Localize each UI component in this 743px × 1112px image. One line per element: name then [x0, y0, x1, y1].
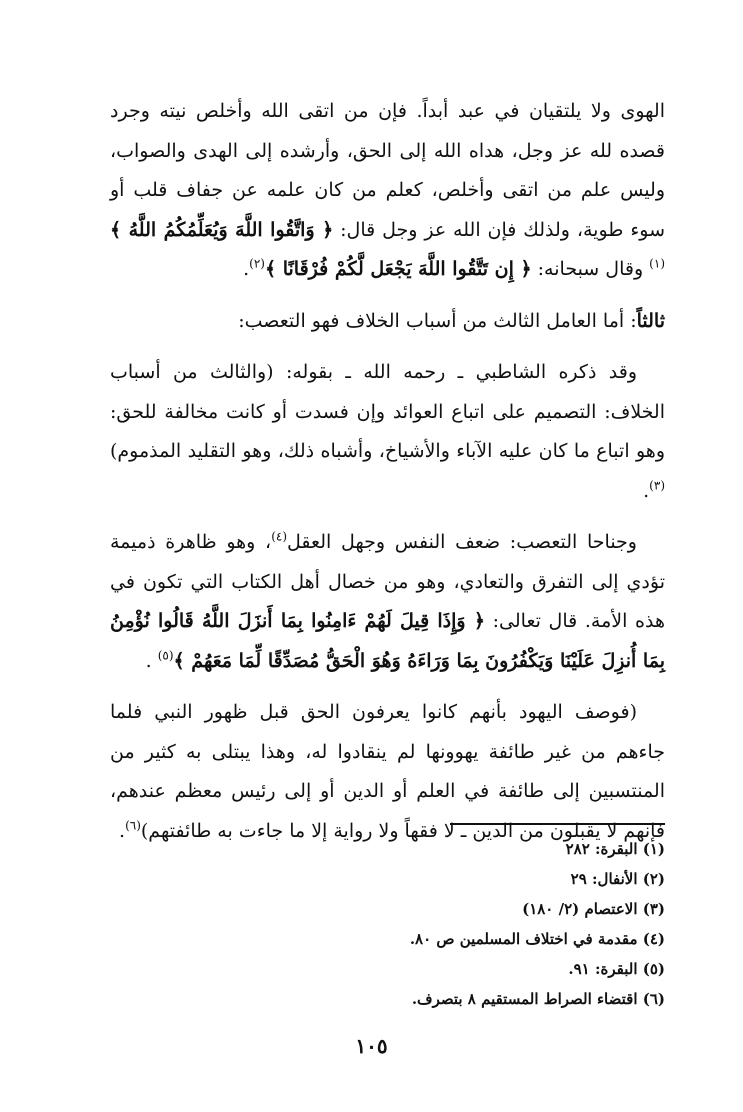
- main-text: [110, 92, 665, 851]
- paragraph-4-text-2: ، وهو ظاهرة ذميمة تؤدي إلى التفرق والتعادي، وهو من خصال أهل الكتاب التي تكون في هذه الأمة. قال تعالى:: [110, 531, 665, 632]
- paragraph-3-end: .: [643, 479, 650, 502]
- paragraph-1: [110, 92, 665, 290]
- footnote-ref-3: (٣): [649, 478, 665, 493]
- footnote-ref-6: (٦): [125, 818, 141, 833]
- quran-verse-3: ﴿ وَإِذَا قِيلَ لَهُمْ ءَامِنُوا بِمَا أَنزَلَ اللَّهُ قَالُوا نُؤْمِنُ بِمَا أُنزِلَ عَلَيْنَا وَيَكْفُرُونَ بِمَا وَرَاءَهُ وَهُوَ الْحَقُّ مُصَدِّقًا لِّمَا مَعَهُمْ ﴾: [110, 610, 665, 672]
- paragraph-1-text-2: وقال سبحانه:: [531, 258, 650, 280]
- footnote-ref-2: (٢): [249, 256, 265, 271]
- paragraph-5-end: .: [119, 819, 126, 842]
- quran-verse-1: ﴿ وَاتَّقُوا اللَّهَ وَيُعَلِّمُكُمُ اللَّهُ ﴾: [110, 218, 334, 241]
- footnote-divider: [450, 823, 665, 825]
- quran-verse-2: ﴿ إِن تَتَّقُوا اللَّهَ يَجْعَل لَّكُمْ فُرْقَانًا ﴾: [264, 258, 532, 280]
- footnotes-list: [245, 834, 665, 1014]
- page-number: ١٠٥: [355, 1034, 388, 1058]
- footnote-item: (٣) الاعتصام (٢/ ١٨٠): [522, 900, 665, 918]
- footnote-item: (٦) اقتضاء الصراط المستقيم ٨ بتصرف.: [411, 990, 665, 1008]
- footnote-ref-1: (١): [649, 256, 665, 271]
- paragraph-3-text: وقد ذكره الشاطبي ـ رحمه الله ـ بقوله: (والثالث من أسباب الخلاف: التصميم على اتباع العوائد وإن فسدت أو كانت مخالفة للحق: وهو اتباع ما كان عليه الآباء والأشياخ، وأشباه ذلك، وهو التقليد المذموم): [110, 361, 665, 462]
- paragraph-1-text: الهوى ولا يلتقيان في عبد أبداً. فإن من اتقى الله وأخلص نيته وجرد قصده لله عز وجل، هداه الله إلى الحق، وأرشده إلى الهدى والصواب، وليس علم من اتقى وأخلص، كعلم من كان علمه عن جفاف قلب أو سوء طوية، ولذلك فإن الله عز وجل قال:: [110, 100, 665, 241]
- footnote-ref-4: (٤): [271, 529, 288, 544]
- paragraph-1-end: .: [243, 258, 250, 280]
- paragraph-4: [110, 523, 665, 681]
- paragraph-4-text: وجناحا التعصب: ضعف النفس وجهل العقل: [287, 531, 637, 553]
- footnote-item: (٤) مقدمة في اختلاف المسلمين ص ٨٠.: [409, 930, 665, 948]
- paragraph-4-end: .: [145, 649, 158, 672]
- footnote-item: (١) البقرة: ٢٨٢: [565, 840, 665, 858]
- paragraph-2-text: : أما العامل الثالث من أسباب الخلاف فهو التعصب:: [238, 309, 637, 332]
- footnote-item: (٢) الأنفال: ٢٩: [570, 870, 665, 888]
- paragraph-5: [110, 693, 665, 851]
- paragraph-2: [110, 302, 665, 342]
- section-label: ثالثاً: [636, 309, 665, 332]
- footnote-ref-5: (٥): [157, 648, 174, 663]
- footnote-item: (٥) البقرة: ٩١.: [568, 960, 665, 978]
- paragraph-3: [110, 353, 665, 511]
- paragraph-5-text: (فوصف اليهود بأنهم كانوا يعرفون الحق قبل ظهور النبي فلما جاءهم من غير طائفة يهوونها لم ينقادوا له، وهذا يبتلى به كثير من المنتسبين إلى طائفة في العلم أو الدين أو إلى رئيس معظم عندهم، فإنهم لا يقبلون من الدين ـ لا فقهاً ولا رواية إلا ما جاءت به طائفتهم): [110, 701, 665, 842]
